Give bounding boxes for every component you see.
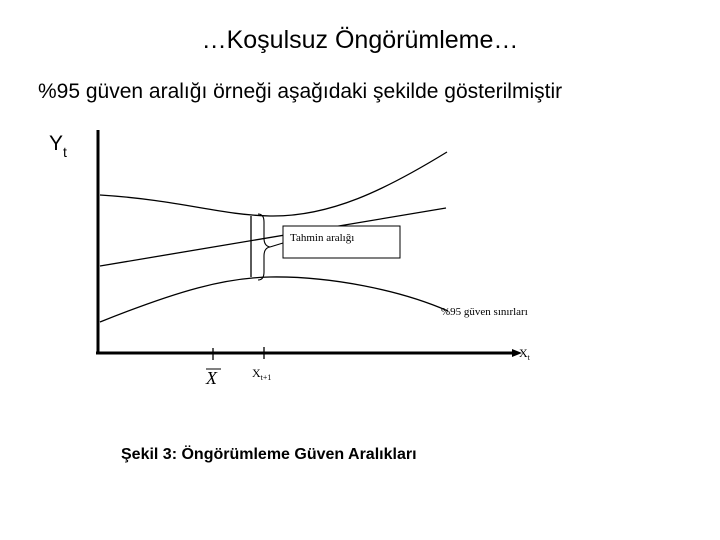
- y-axis-subscript: t: [63, 144, 67, 160]
- figure-caption: Şekil 3: Öngörümleme Güven Aralıkları: [121, 446, 417, 463]
- lower-confidence-curve: [100, 277, 448, 322]
- y-axis-letter: Y: [49, 132, 64, 155]
- forecast-interval-label: Tahmin aralığı: [290, 232, 355, 244]
- brace-connector: [270, 243, 283, 247]
- x-axis-label: [519, 346, 531, 362]
- mean-label: X: [206, 368, 217, 388]
- x-axis-subscript: t: [527, 353, 530, 362]
- forecast-point-label: [252, 366, 271, 382]
- slide-subtitle: %95 güven aralığı örneği aşağıdaki şekilde gösterilmiştir: [38, 80, 563, 103]
- x-axis-letter: X: [519, 346, 528, 360]
- slide-title: …Koşulsuz Öngörümleme…: [201, 26, 519, 54]
- confidence-limits-label: %95 güven sınırları: [441, 306, 528, 318]
- forecast-interval-brace: [258, 214, 270, 280]
- upper-confidence-curve: [100, 152, 447, 216]
- forecast-point-letter: X: [252, 366, 261, 380]
- forecast-point-subscript: t+1: [260, 373, 272, 382]
- y-axis-label: [49, 132, 67, 160]
